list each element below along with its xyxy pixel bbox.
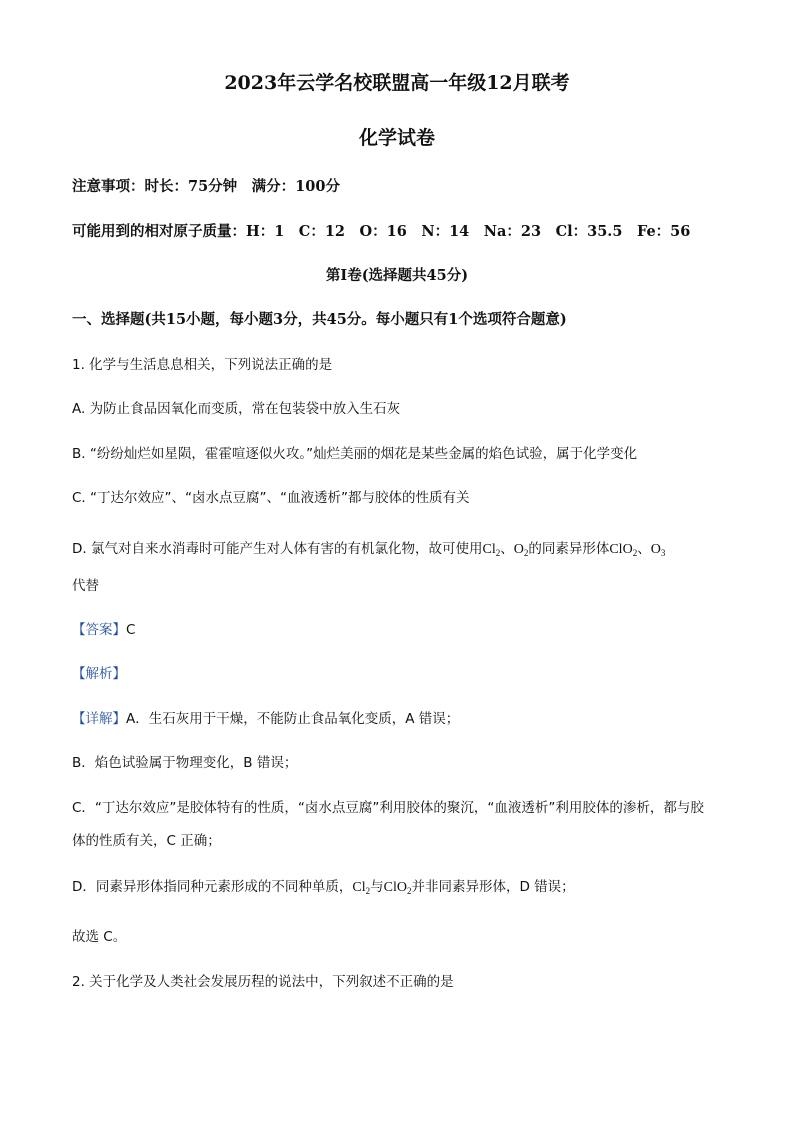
section-title: 一、选择题(共15小题，每小题3分，共45分。每小题只有1个选项符合题意) (72, 311, 567, 328)
volume-title: 第Ⅰ卷(选择题共45分) (325, 267, 469, 284)
question-1-stem: 1. 化学与生活息息相关，下列说法正确的是 (72, 357, 333, 373)
formula-symbol: ClO (383, 880, 407, 895)
detail-d-text: 并非同素异形体，D 错误； (411, 879, 575, 895)
question-1-option-b: B. “纷纷灿烂如星陨，霍霍喧逐似火攻。”灿烂美丽的烟花是某些金属的焰色试验，属于化学变化 (72, 446, 638, 462)
formula-symbol: O (513, 542, 524, 557)
formula-symbol: Cl (352, 880, 366, 895)
detail-c-line-1: C．“丁达尔效应”是胶体特有的性质，“卤水点豆腐”利用胶体的聚沉，“血液透析”利用胶体的渗析，都与胶 (72, 800, 704, 816)
answer-value: C (126, 622, 136, 638)
question-1-option-d-continued: 代替 (72, 578, 99, 594)
formula-subscript: 2 (523, 548, 529, 558)
formula-clo2 (384, 880, 412, 895)
detail-a-text: A．生石灰用于干燥，不能防止食品氧化变质，A 错误； (126, 711, 460, 727)
formula-o2 (514, 542, 529, 557)
exam-notes-time: 注意事项：时长：75分钟 满分：100分 (72, 178, 340, 195)
exam-subject: 化学试卷 (358, 127, 435, 149)
option-d-text: D. 氯气对自来水消毒时可能产生对人体有害的有机氯化物，故可使用 (72, 541, 483, 557)
formula-subscript: 2 (365, 886, 371, 896)
detail-a-line (72, 708, 722, 730)
separator: 、 (637, 541, 651, 557)
detail-d-text: D．同素异形体指同种元素形成的不同种单质， (72, 879, 353, 895)
detail-d-text: 与 (370, 879, 384, 895)
formula-clo2 (609, 542, 637, 557)
option-d-text: 的同素异形体 (528, 541, 610, 557)
formula-o3 (651, 542, 666, 557)
formula-symbol: ClO (609, 542, 633, 557)
question-1-option-d (72, 538, 722, 561)
analysis-tag: 【解析】 (72, 666, 126, 682)
formula-cl2 (352, 880, 370, 895)
detail-tag: 【详解】 (72, 711, 126, 727)
detail-d-line (72, 876, 722, 899)
formula-subscript: 3 (660, 548, 666, 558)
formula-symbol: Cl (482, 542, 496, 557)
conclusion-line: 故选 C。 (72, 929, 127, 945)
exam-title: 2023年云学名校联盟高一年级12月联考 (224, 72, 570, 94)
detail-c-line-2: 体的性质有关，C 正确； (72, 833, 221, 849)
formula-symbol: O (650, 542, 661, 557)
atomic-mass-line: 可能用到的相对原子质量：H：1 C：12 O：16 N：14 Na：23 Cl：35.5 Fe：56 (72, 223, 691, 240)
question-1-option-a: A. 为防止食品因氧化而变质，常在包装袋中放入生石灰 (72, 401, 401, 417)
formula-subscript: 2 (495, 548, 501, 558)
question-1-option-c: C. “丁达尔效应”、“卤水点豆腐”、“血液透析”都与胶体的性质有关 (72, 490, 470, 506)
separator: 、 (500, 541, 514, 557)
detail-b-line: B．焰色试验属于物理变化，B 错误； (72, 755, 298, 771)
question-2-stem: 2. 关于化学及人类社会发展历程的说法中，下列叙述不正确的是 (72, 974, 454, 990)
answer-tag: 【答案】 (72, 622, 126, 638)
formula-subscript: 2 (632, 548, 638, 558)
answer-line (72, 619, 722, 641)
formula-subscript: 2 (406, 886, 412, 896)
formula-cl2 (482, 542, 500, 557)
